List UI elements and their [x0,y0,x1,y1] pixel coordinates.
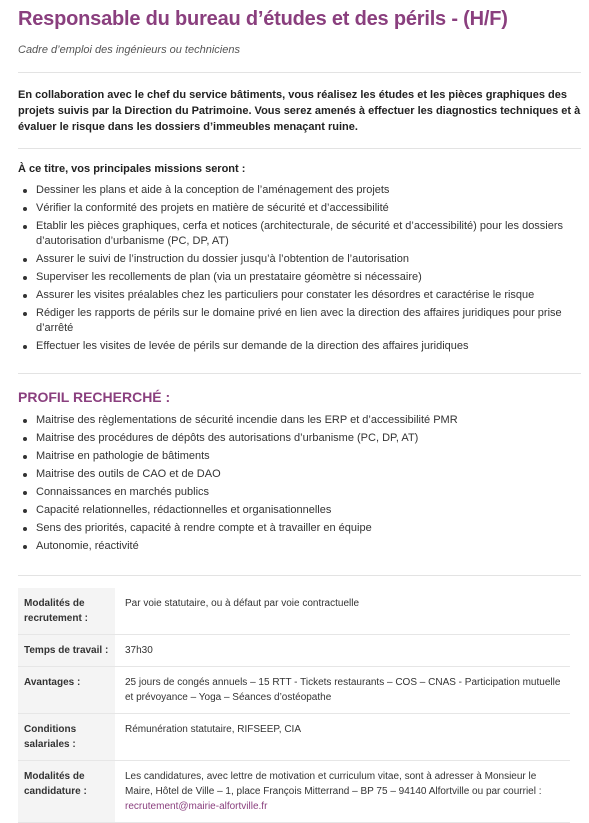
row-value: 25 jours de congés annuels – 15 RTT - Tickets restaurants – COS – CNAS - Participation mutuelle et prévoyance – Yoga – Séances d’ostéopathe [115,667,570,714]
divider [18,148,581,149]
candidature-text: Les candidatures, avec lettre de motivation et curriculum vitae, sont à adresser à Monsieur le Maire, Hôtel de Ville – 1, place François Mitterrand – BP 75 – 94140 Alfortville ou par courriel : [125,771,542,797]
divider [18,373,581,374]
table-row [18,667,570,714]
list-item: Connaissances en marchés publics [18,485,581,500]
row-label: Avantages : [18,667,115,714]
row-value: 37h30 [115,635,570,667]
table-row [18,714,570,761]
job-subtitle: Cadre d’emploi des ingénieurs ou techniciens [18,44,240,56]
row-value: Rémunération statutaire, RIFSEEP, CIA [115,714,570,761]
divider [18,72,581,73]
profile-heading: PROFIL RECHERCHÉ : [18,389,171,405]
list-item: Autonomie, réactivité [18,539,581,554]
list-item: Etablir les pièces graphiques, cerfa et notices (architecturale, de sécurité et d’accessibilité) pour les dossiers d’autorisation d’urbanisme (PC, DP, AT) [18,219,581,249]
missions-list [18,183,581,357]
table-row [18,588,570,635]
list-item: Maitrise des règlementations de sécurité incendie dans les ERP et d’accessibilité PMR [18,413,581,428]
row-label: Modalités de recrutement : [18,588,115,635]
list-item: Rédiger les rapports de périls sur le domaine privé en lien avec la direction des affaires juridiques pour prise d’arrêté [18,306,581,336]
intro-paragraph: En collaboration avec le chef du service bâtiments, vous réalisez les études et les pièces graphiques des projets suivis par la Direction du Patrimoine. Vous serez amenés à effectuer les diagnostics techniques et à évaluer le risque dans les dossiers d’immeubles menaçant ruine. [18,89,581,133]
table-row [18,761,570,823]
divider [18,575,581,576]
row-label: Temps de travail : [18,635,115,667]
details-table [18,588,570,823]
row-value [115,761,570,823]
row-value: Par voie statutaire, ou à défaut par voie contractuelle [115,588,570,635]
list-item: Effectuer les visites de levée de périls sur demande de la direction des affaires juridiques [18,339,581,354]
list-item: Maitrise des procédures de dépôts des autorisations d’urbanisme (PC, DP, AT) [18,431,581,446]
list-item: Maitrise des outils de CAO et de DAO [18,467,581,482]
profile-list [18,413,581,557]
list-item: Dessiner les plans et aide à la conception de l’aménagement des projets [18,183,581,198]
list-item: Sens des priorités, capacité à rendre compte et à travailler en équipe [18,521,581,536]
list-item: Vérifier la conformité des projets en matière de sécurité et d’accessibilité [18,201,581,216]
missions-heading: À ce titre, vos principales missions seront : [18,163,246,175]
list-item: Maitrise en pathologie de bâtiments [18,449,581,464]
list-item: Superviser les recollements de plan (via un prestataire géomètre si nécessaire) [18,270,581,285]
row-label: Conditions salariales : [18,714,115,761]
job-title: Responsable du bureau d’études et des périls - (H/F) [18,8,508,30]
table-row [18,635,570,667]
list-item: Capacité relationnelles, rédactionnelles et organisationnelles [18,503,581,518]
list-item: Assurer le suivi de l’instruction du dossier jusqu’à l’obtention de l’autorisation [18,252,581,267]
list-item: Assurer les visites préalables chez les particuliers pour constater les désordres et caractérise le risque [18,288,581,303]
row-label: Modalités de candidature : [18,761,115,823]
email-link[interactable]: recrutement@mairie-alfortville.fr [125,801,268,812]
